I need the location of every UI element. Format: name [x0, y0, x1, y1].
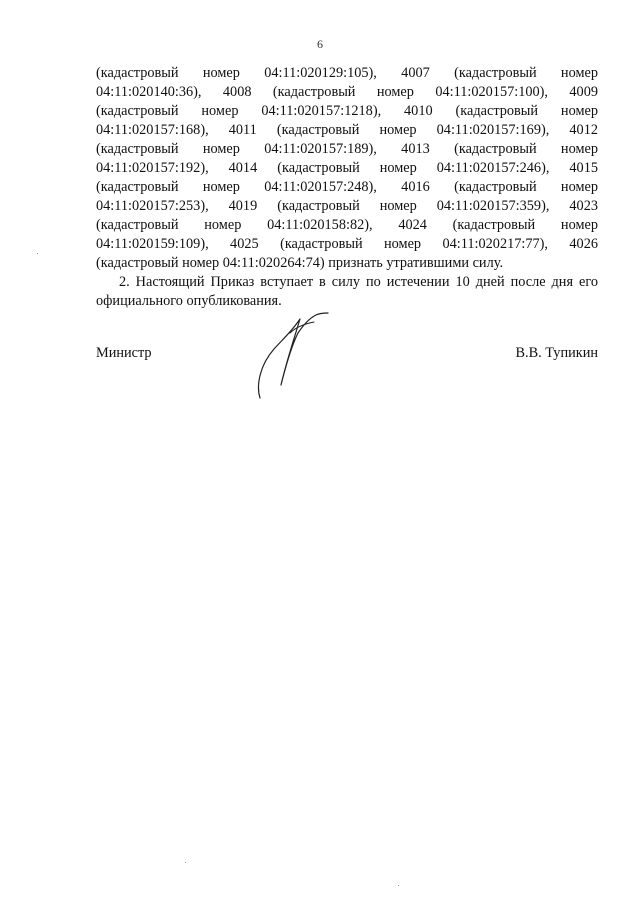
scan-speck	[37, 253, 38, 254]
text-line: (кадастровый номер 04:11:020129:105), 4007 (кадастровый номер	[96, 65, 598, 81]
text-line: (кадастровый номер 04:11:020157:1218), 4010 (кадастровый номер	[96, 103, 598, 119]
signatory-name: В.В. Тупикин	[515, 345, 598, 361]
text-line: 04:11:020157:192), 4014 (кадастровый номер 04:11:020157:246), 4015	[96, 160, 598, 176]
text-line: официального опубликования.	[96, 293, 282, 309]
document-body	[96, 64, 598, 311]
text-line: 04:11:020159:109), 4025 (кадастровый номер 04:11:020217:77), 4026	[96, 236, 598, 252]
text-line: (кадастровый номер 04:11:020158:82), 4024 (кадастровый номер	[96, 217, 598, 233]
text-line: 2. Настоящий Приказ вступает в силу по истечении 10 дней после дня его	[119, 274, 598, 290]
text-line: (кадастровый номер 04:11:020157:189), 4013 (кадастровый номер	[96, 141, 598, 157]
text-line: (кадастровый номер 04:11:020264:74) признать утратившими силу.	[96, 255, 504, 271]
scan-speck	[185, 862, 186, 863]
scan-speck	[398, 885, 399, 886]
text-line: 04:11:020157:253), 4019 (кадастровый номер 04:11:020157:359), 4023	[96, 198, 598, 214]
text-line: 04:11:020140:36), 4008 (кадастровый номер 04:11:020157:100), 4009	[96, 84, 598, 100]
text-line: 04:11:020157:168), 4011 (кадастровый номер 04:11:020157:169), 4012	[96, 122, 598, 138]
page-number: 6	[317, 37, 323, 51]
text-line: (кадастровый номер 04:11:020157:248), 4016 (кадастровый номер	[96, 179, 598, 195]
handwritten-signature	[236, 305, 336, 400]
signatory-title: Министр	[96, 345, 152, 361]
signature-block	[96, 342, 598, 402]
